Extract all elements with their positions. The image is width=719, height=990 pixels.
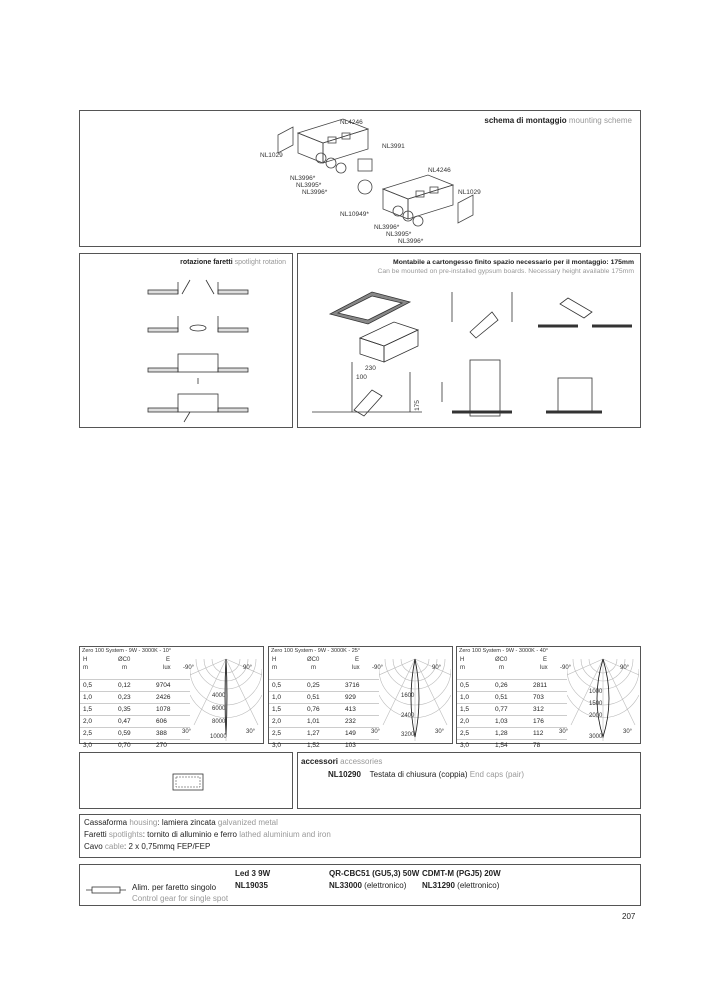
photometry-title: Zero 100 System - 9W - 3000K - 10° bbox=[82, 648, 172, 654]
table-row: 2,0 1,01 232 bbox=[269, 715, 379, 727]
photometry-panel-25: Zero 100 System - 9W - 3000K - 25° H m ØC0 m E lux 0,5 0,25 3716 1,0 0,51 929 1,5 0,76 413 2,0 1,01 232 2,5 1,27 149 3,0 1,52 103 -90° 90° 30° 30° 1600 2400 3200 bbox=[268, 646, 453, 744]
photometry-header: H m ØC0 m E lux bbox=[460, 657, 548, 671]
rotation-drawing bbox=[146, 274, 266, 424]
table-row: 3,0 1,52 103 bbox=[269, 739, 379, 751]
accessories-panel bbox=[297, 752, 641, 809]
specs-panel bbox=[79, 814, 641, 858]
table-row: 2,5 1,28 112 bbox=[457, 727, 567, 739]
table-row: 3,0 1,54 78 bbox=[457, 739, 567, 751]
spec-housing: Cassaforma housing: lamiera zincata galvanized metal bbox=[84, 818, 278, 827]
photometry-header: H m ØC0 m E lux bbox=[272, 657, 360, 671]
mounting-scheme-title: schema di montaggio mounting scheme bbox=[484, 116, 632, 125]
gypsum-subtitle: Can be mounted on pre-installed gypsum boards. Necessary height available 175mm bbox=[377, 268, 634, 275]
table-row: 0,5 0,25 3716 bbox=[269, 679, 379, 691]
dimension-230: 230 bbox=[365, 365, 376, 372]
code-label: NL1029 bbox=[458, 189, 481, 196]
gear-label-en: Control gear for single spot bbox=[132, 894, 229, 903]
gypsum-panel bbox=[297, 253, 641, 428]
table-row: 1,5 0,77 312 bbox=[457, 703, 567, 715]
spec-spotlights: Faretti spotlights: tornito di alluminio e ferro lathed aluminium and iron bbox=[84, 830, 331, 839]
dimension-100: 100 bbox=[356, 374, 367, 381]
code-label: NL3995* bbox=[296, 182, 322, 189]
rotation-title: rotazione faretti spotlight rotation bbox=[180, 259, 286, 266]
code-label: NL3996* bbox=[398, 238, 424, 245]
code-label: NL1029 bbox=[260, 152, 283, 159]
table-row: 1,0 0,51 703 bbox=[457, 691, 567, 703]
table-row: 0,5 0,12 9704 bbox=[80, 679, 190, 691]
gear-col-qr-code: NL33000 (elettronico) bbox=[329, 881, 407, 890]
photometry-title: Zero 100 System - 9W - 3000K - 40° bbox=[459, 648, 549, 654]
spec-cable: Cavo cable: 2 x 0,75mmq FEP/FEP bbox=[84, 842, 211, 851]
code-label: NL3996* bbox=[290, 175, 316, 182]
table-row: 1,0 0,23 2426 bbox=[80, 691, 190, 703]
gear-panel bbox=[79, 864, 641, 906]
photometry-title: Zero 100 System - 9W - 3000K - 25° bbox=[271, 648, 361, 654]
gypsum-drawing bbox=[302, 282, 637, 422]
code-label: NL3995* bbox=[386, 231, 412, 238]
gear-col-cdm-code: NL31290 (elettronico) bbox=[422, 881, 500, 890]
dimension-175: 175 bbox=[413, 400, 421, 411]
photometry-panel-10: Zero 100 System - 9W - 3000K - 10° H m ØC0 m E lux 0,5 0,12 9704 1,0 0,23 2426 1,5 0,35 1078 2,0 0,47 606 2,5 0,59 388 3,0 0,70 270 -90° 90° 30° 30° 4000 6000 8000 10000 bbox=[79, 646, 264, 744]
code-label: NL3991 bbox=[382, 143, 405, 150]
gear-col-cdm-head: CDMT-M (PGJ5) 20W bbox=[422, 869, 501, 878]
code-label: NL4246 bbox=[340, 119, 363, 126]
table-row: 3,0 0,70 270 bbox=[80, 739, 190, 751]
table-row: 0,5 0,26 2811 bbox=[457, 679, 567, 691]
end-cap-icon bbox=[172, 773, 204, 791]
accessories-title: accessori accessories bbox=[301, 757, 383, 766]
photometry-panel-40: Zero 100 System - 9W - 3000K - 40° H m ØC0 m E lux 0,5 0,26 2811 1,0 0,51 703 1,5 0,77 312 2,0 1,03 176 2,5 1,28 112 3,0 1,54 78 -90° 90° 30° 30° 1000 1500 2000 3000 bbox=[456, 646, 641, 744]
table-row: 1,5 0,35 1078 bbox=[80, 703, 190, 715]
gypsum-title: Montabile a cartongesso finito spazio necessario per il montaggio: 175mm bbox=[393, 259, 634, 266]
table-row: 1,0 0,51 929 bbox=[269, 691, 379, 703]
page-number: 207 bbox=[622, 912, 636, 921]
code-label: NL3996* bbox=[374, 224, 400, 231]
gear-col-led-code: NL19035 bbox=[235, 881, 268, 890]
control-gear-icon bbox=[86, 885, 126, 895]
accessory-image-panel bbox=[79, 752, 293, 809]
photometry-rows bbox=[269, 679, 379, 751]
gear-col-led-head: Led 3 9W bbox=[235, 869, 271, 878]
table-row: 1,5 0,76 413 bbox=[269, 703, 379, 715]
code-label: NL4246 bbox=[428, 167, 451, 174]
code-label: NL10949* bbox=[340, 211, 369, 218]
gear-col-qr-head: QR-CBC51 (GU5,3) 50W bbox=[329, 869, 420, 878]
table-row: 2,5 0,59 388 bbox=[80, 727, 190, 739]
table-row: 2,0 1,03 176 bbox=[457, 715, 567, 727]
table-row: 2,5 1,27 149 bbox=[269, 727, 379, 739]
photometry-header: H m ØC0 m E lux bbox=[83, 657, 171, 671]
mounting-scheme-panel bbox=[79, 110, 641, 247]
rotation-panel bbox=[79, 253, 293, 428]
accessory-row: NL10290 Testata di chiusura (coppia) End caps (pair) bbox=[328, 770, 524, 779]
table-row: 2,0 0,47 606 bbox=[80, 715, 190, 727]
photometry-rows bbox=[80, 679, 190, 751]
photometry-rows bbox=[457, 679, 567, 751]
gear-label-it: Alim. per faretto singolo bbox=[132, 883, 217, 892]
code-label: NL3996* bbox=[302, 189, 328, 196]
